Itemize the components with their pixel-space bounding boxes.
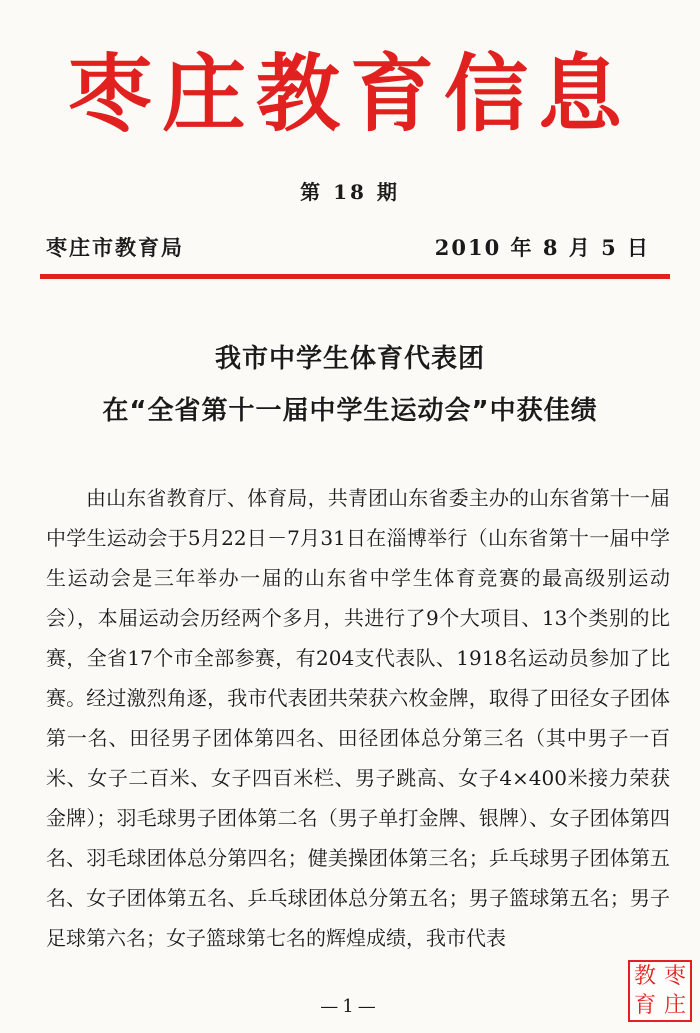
seal-char: 育: [633, 993, 656, 1018]
page-number: —1—: [320, 996, 380, 1017]
issue-number: 第 18 期: [300, 180, 400, 204]
seal-char: 教: [633, 964, 656, 989]
seal-char: 庄: [663, 993, 686, 1018]
seal-stamp: [628, 960, 692, 1022]
article-paragraph: 由山东省教育厅、体育局，共青团山东省委主办的山东省第十一届中学生运动会于5月22日－7月31日在淄博举行（山东省第十一届中学生运动会是三年举办一届的山东省中学生体育竞赛的最高级别运动会），本届运动会历经两个多月，共进行了9个大项目、13个类别的比赛，全省17个市全部参赛，有204支代表队、1918名运动员参加了比赛。经过激烈角逐，我市代表团共荣获六枚金牌，取得了田径女子团体第一名、田径男子团体第四名、田径团体总分第三名（其中男子一百米、女子二百米、女子四百米栏、男子跳高、女子4×400米接力荣获金牌）；羽毛球男子团体第二名（男子单打金牌、银牌）、女子团体第四名、羽毛球团体总分第四名；健美操团体第三名；乒乓球男子团体第五名、女子团体第五名、乒乓球团体总分第五名；男子篮球第五名；男子足球第六名；女子篮球第七名的辉煌成绩，我市代表: [46, 486, 670, 950]
publisher: 枣庄市教育局: [46, 235, 184, 260]
seal-char: 枣: [663, 964, 686, 989]
article-body: [46, 478, 670, 958]
header-divider: [40, 274, 670, 279]
masthead-title: 枣庄教育信息: [67, 44, 632, 143]
publish-date: 2010 年 8 月 5 日: [434, 235, 650, 260]
headline-line-1: 我市中学生体育代表团: [214, 344, 485, 374]
headline-line-2: 在“全省第十一届中学生运动会”中获佳绩: [102, 396, 598, 426]
